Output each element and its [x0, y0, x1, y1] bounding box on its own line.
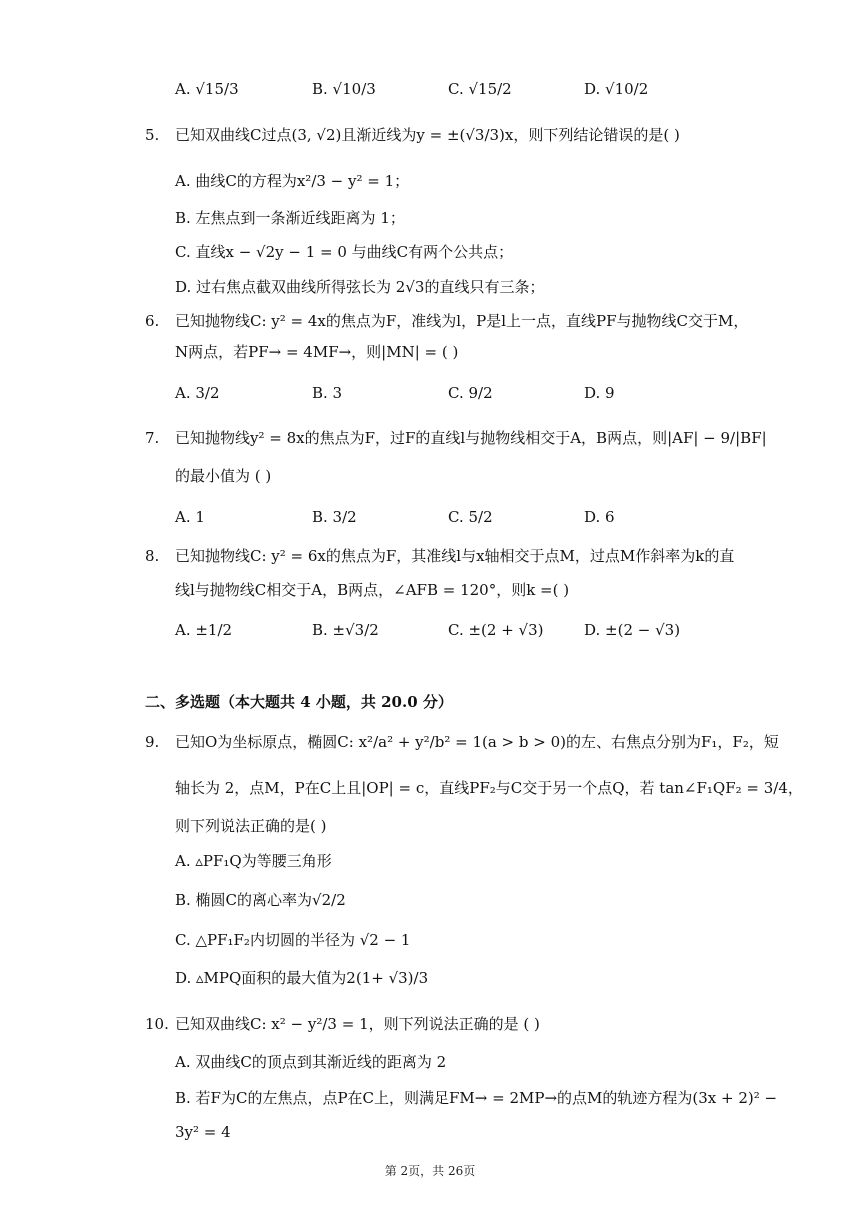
option-a: A. ±1/2	[175, 621, 233, 639]
option-d: D. ±(2 − √3)	[584, 621, 681, 639]
option-a: A. 双曲线C的顶点到其渐近线的距离为 2	[175, 1053, 447, 1071]
question-number: 9.	[145, 733, 160, 751]
option-a: A. 3/2	[175, 384, 220, 402]
question-number: 7.	[145, 429, 160, 447]
question-stem: 已知抛物线C: y² = 6x的焦点为F，其准线l与x轴相交于点M，过点M作斜率为k的直	[175, 547, 735, 565]
question-stem: 已知O为坐标原点，椭圆C: x²/a² + y²/b² = 1(a > b > 0)的左、右焦点分别为F₁，F₂，短	[175, 733, 779, 751]
option-d: D. 6	[584, 508, 615, 526]
question-stem: 已知抛物线y² = 8x的焦点为F，过F的直线l与抛物线相交于A，B两点，则|AF| − 9/|BF|	[175, 429, 767, 447]
option-a: A. 1	[175, 508, 205, 526]
question-stem: 已知抛物线C: y² = 4x的焦点为F，准线为l，P是l上一点，直线PF与抛物线C交于M，	[175, 312, 749, 330]
option-b: B. 椭圆C的离心率为√2/2	[175, 891, 346, 909]
question-number: 10.	[145, 1015, 169, 1033]
section-heading: 二、多选题（本大题共 4 小题，共 20.0 分）	[145, 693, 453, 711]
option-a: A. 曲线C的方程为x²/3 − y² = 1；	[175, 172, 410, 190]
question-stem: 已知双曲线C过点(3, √2)且渐近线为y = ±(√3/3)x，则下列结论错误的是( )	[175, 126, 680, 144]
option-b: B. 3	[312, 384, 343, 402]
question-stem-cont: 轴长为 2，点M，P在C上且|OP| = c，直线PF₂与C交于另一个点Q，若 tan∠F₁QF₂ = 3/4，	[175, 779, 803, 797]
option-a: A. ▵PF₁Q为等腰三角形	[175, 852, 332, 870]
question-stem-cont: N两点，若PF→ = 4MF→，则|MN| = ( )	[175, 343, 459, 361]
option-b: B. 3/2	[312, 508, 357, 526]
option-c: C. ±(2 + √3)	[448, 621, 544, 639]
option-c: C. √15/2	[448, 80, 512, 98]
option-b: B. √10/3	[312, 80, 376, 98]
option-d: D. 过右焦点截双曲线所得弦长为 2√3的直线只有三条；	[175, 278, 545, 296]
question-stem: 已知双曲线C: x² − y²/3 = 1，则下列说法正确的是 ( )	[175, 1015, 540, 1033]
option-c: C. △PF₁F₂内切圆的半径为 √2 − 1	[175, 931, 411, 949]
option-d: D. ▵MPQ面积的最大值为2(1+ √3)/3	[175, 969, 429, 987]
option-c: C. 直线x − √2y − 1 = 0 与曲线C有两个公共点；	[175, 243, 514, 261]
option-d: D. √10/2	[584, 80, 649, 98]
question-stem-cont: 线l与抛物线C相交于A，B两点，∠AFB = 120°，则k =( )	[175, 581, 570, 599]
option-b: B. 若F为C的左焦点，点P在C上，则满足FM→ = 2MP→的点M的轨迹方程为(3x + 2)² −	[175, 1089, 778, 1107]
question-stem-cont: 的最小值为 ( )	[175, 467, 272, 485]
option-c: C. 5/2	[448, 508, 493, 526]
option-d: D. 9	[584, 384, 615, 402]
option-b: B. 左焦点到一条渐近线距离为 1；	[175, 209, 405, 227]
question-stem-cont: 则下列说法正确的是( )	[175, 817, 327, 835]
option-a: A. √15/3	[175, 80, 239, 98]
option-b-cont: 3y² = 4	[175, 1123, 231, 1141]
question-number: 5.	[145, 126, 160, 144]
question-number: 8.	[145, 547, 160, 565]
option-c: C. 9/2	[448, 384, 493, 402]
page-footer: 第 2页，共 26页	[384, 1164, 476, 1178]
question-number: 6.	[145, 312, 160, 330]
option-b: B. ±√3/2	[312, 621, 379, 639]
